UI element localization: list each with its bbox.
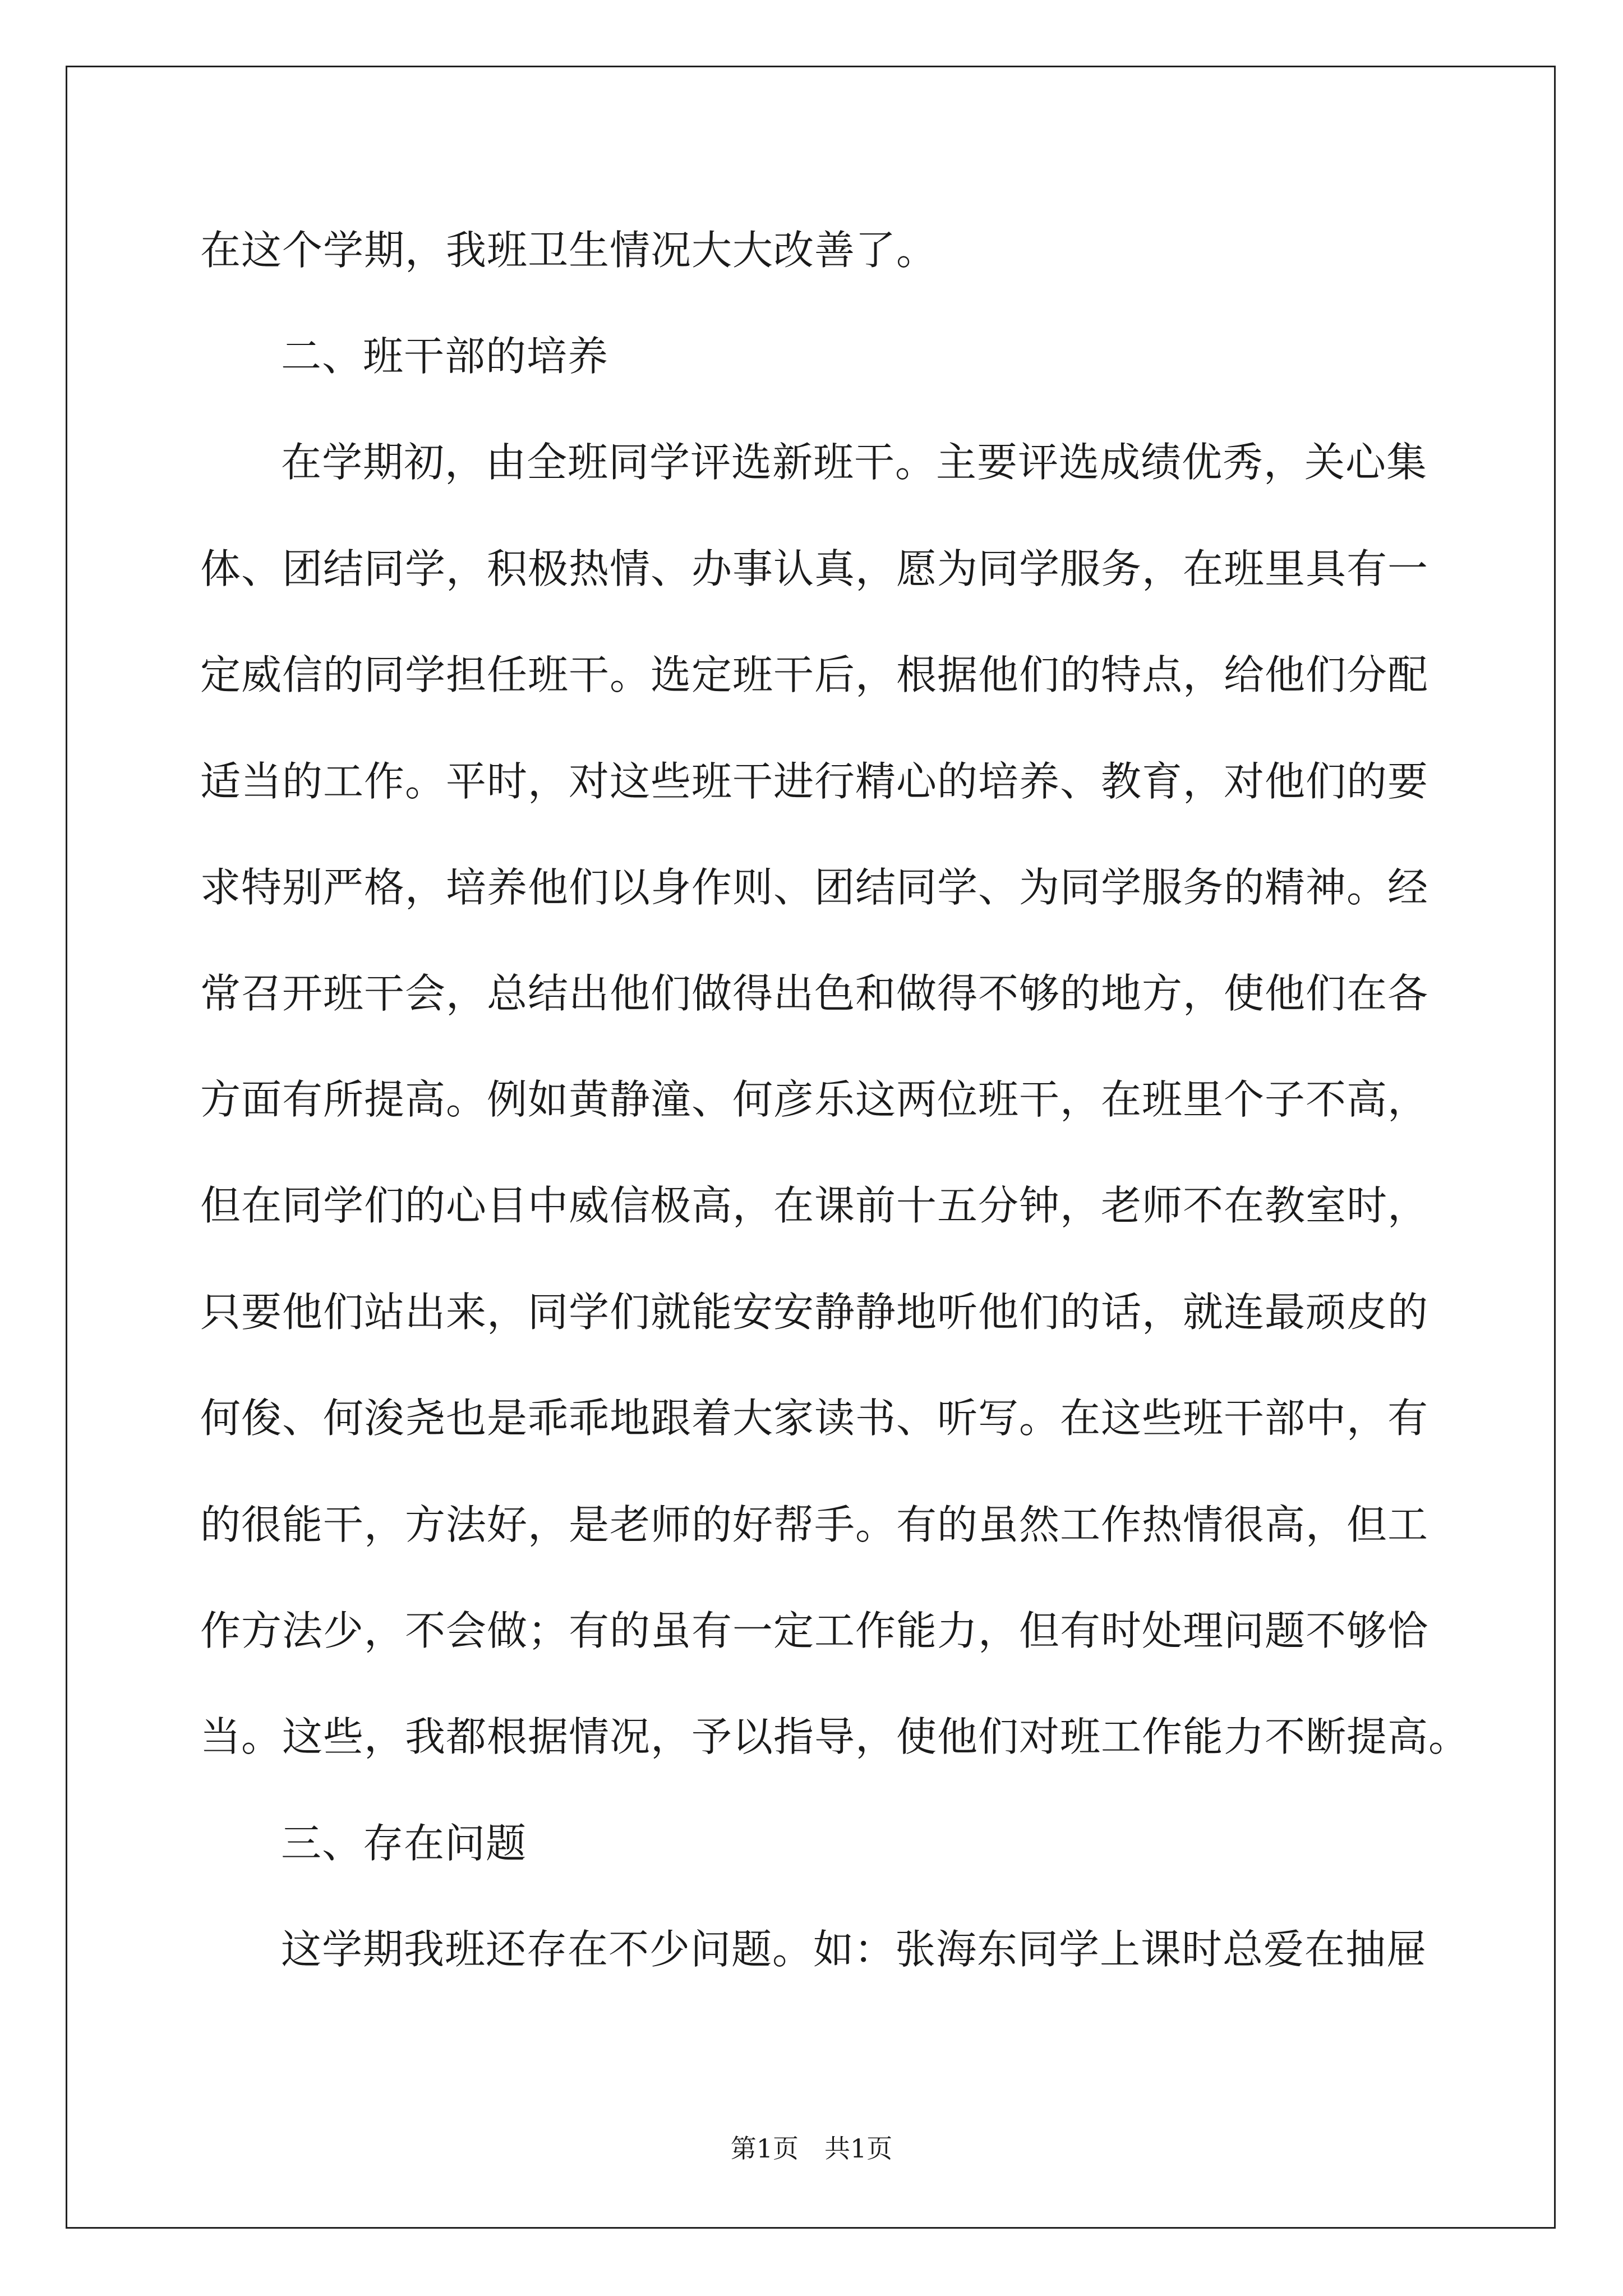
text-line: 只要他们站出来，同学们就能安安静静地听他们的话，就连最顽皮的 <box>200 1289 1429 1336</box>
text-line: 常召开班干会，总结出他们做得出色和做得不够的地方，使他们在各 <box>200 970 1429 1017</box>
text-line: 但在同学们的心目中威信极高，在课前十五分钟，老师不在教室时， <box>200 1182 1429 1229</box>
page-border <box>66 66 1556 2229</box>
text-line: 适当的工作。平时，对这些班干进行精心的培养、教育，对他们的要 <box>200 758 1429 805</box>
paragraph-start-line: 这学期我班还存在不少问题。如：张海东同学上课时总爱在抽屉 <box>281 1926 1428 1973</box>
text-line: 体、团结同学，积极热情、办事认真，愿为同学服务，在班里具有一 <box>200 545 1429 592</box>
text-line: 的很能干，方法好，是老师的好帮手。有的虽然工作热情很高，但工 <box>200 1501 1429 1548</box>
text-line: 求特别严格，培养他们以身作则、团结同学、为同学服务的精神。经 <box>200 864 1429 911</box>
text-line: 方面有所提高。例如黄静潼、何彦乐这两位班干，在班里个子不高， <box>200 1076 1429 1123</box>
text-line: 当。这些，我都根据情况，予以指导，使他们对班工作能力不断提高。 <box>200 1713 1470 1760</box>
section-heading: 二、班干部的培养 <box>281 333 609 380</box>
page-number-footer: 第1页 共1页 <box>730 2133 893 2164</box>
paragraph-start-line: 在学期初，由全班同学评选新班干。主要评选成绩优秀，关心集 <box>281 439 1428 486</box>
text-line: 何俊、何浚尧也是乖乖地跟着大家读书、听写。在这些班干部中，有 <box>200 1395 1429 1442</box>
text-line: 作方法少，不会做；有的虽有一定工作能力，但有时处理问题不够恰 <box>200 1607 1429 1654</box>
text-line: 在这个学期，我班卫生情况大大改善了。 <box>200 227 938 274</box>
text-line: 定威信的同学担任班干。选定班干后，根据他们的特点，给他们分配 <box>200 651 1429 698</box>
section-heading: 三、存在问题 <box>281 1820 527 1867</box>
